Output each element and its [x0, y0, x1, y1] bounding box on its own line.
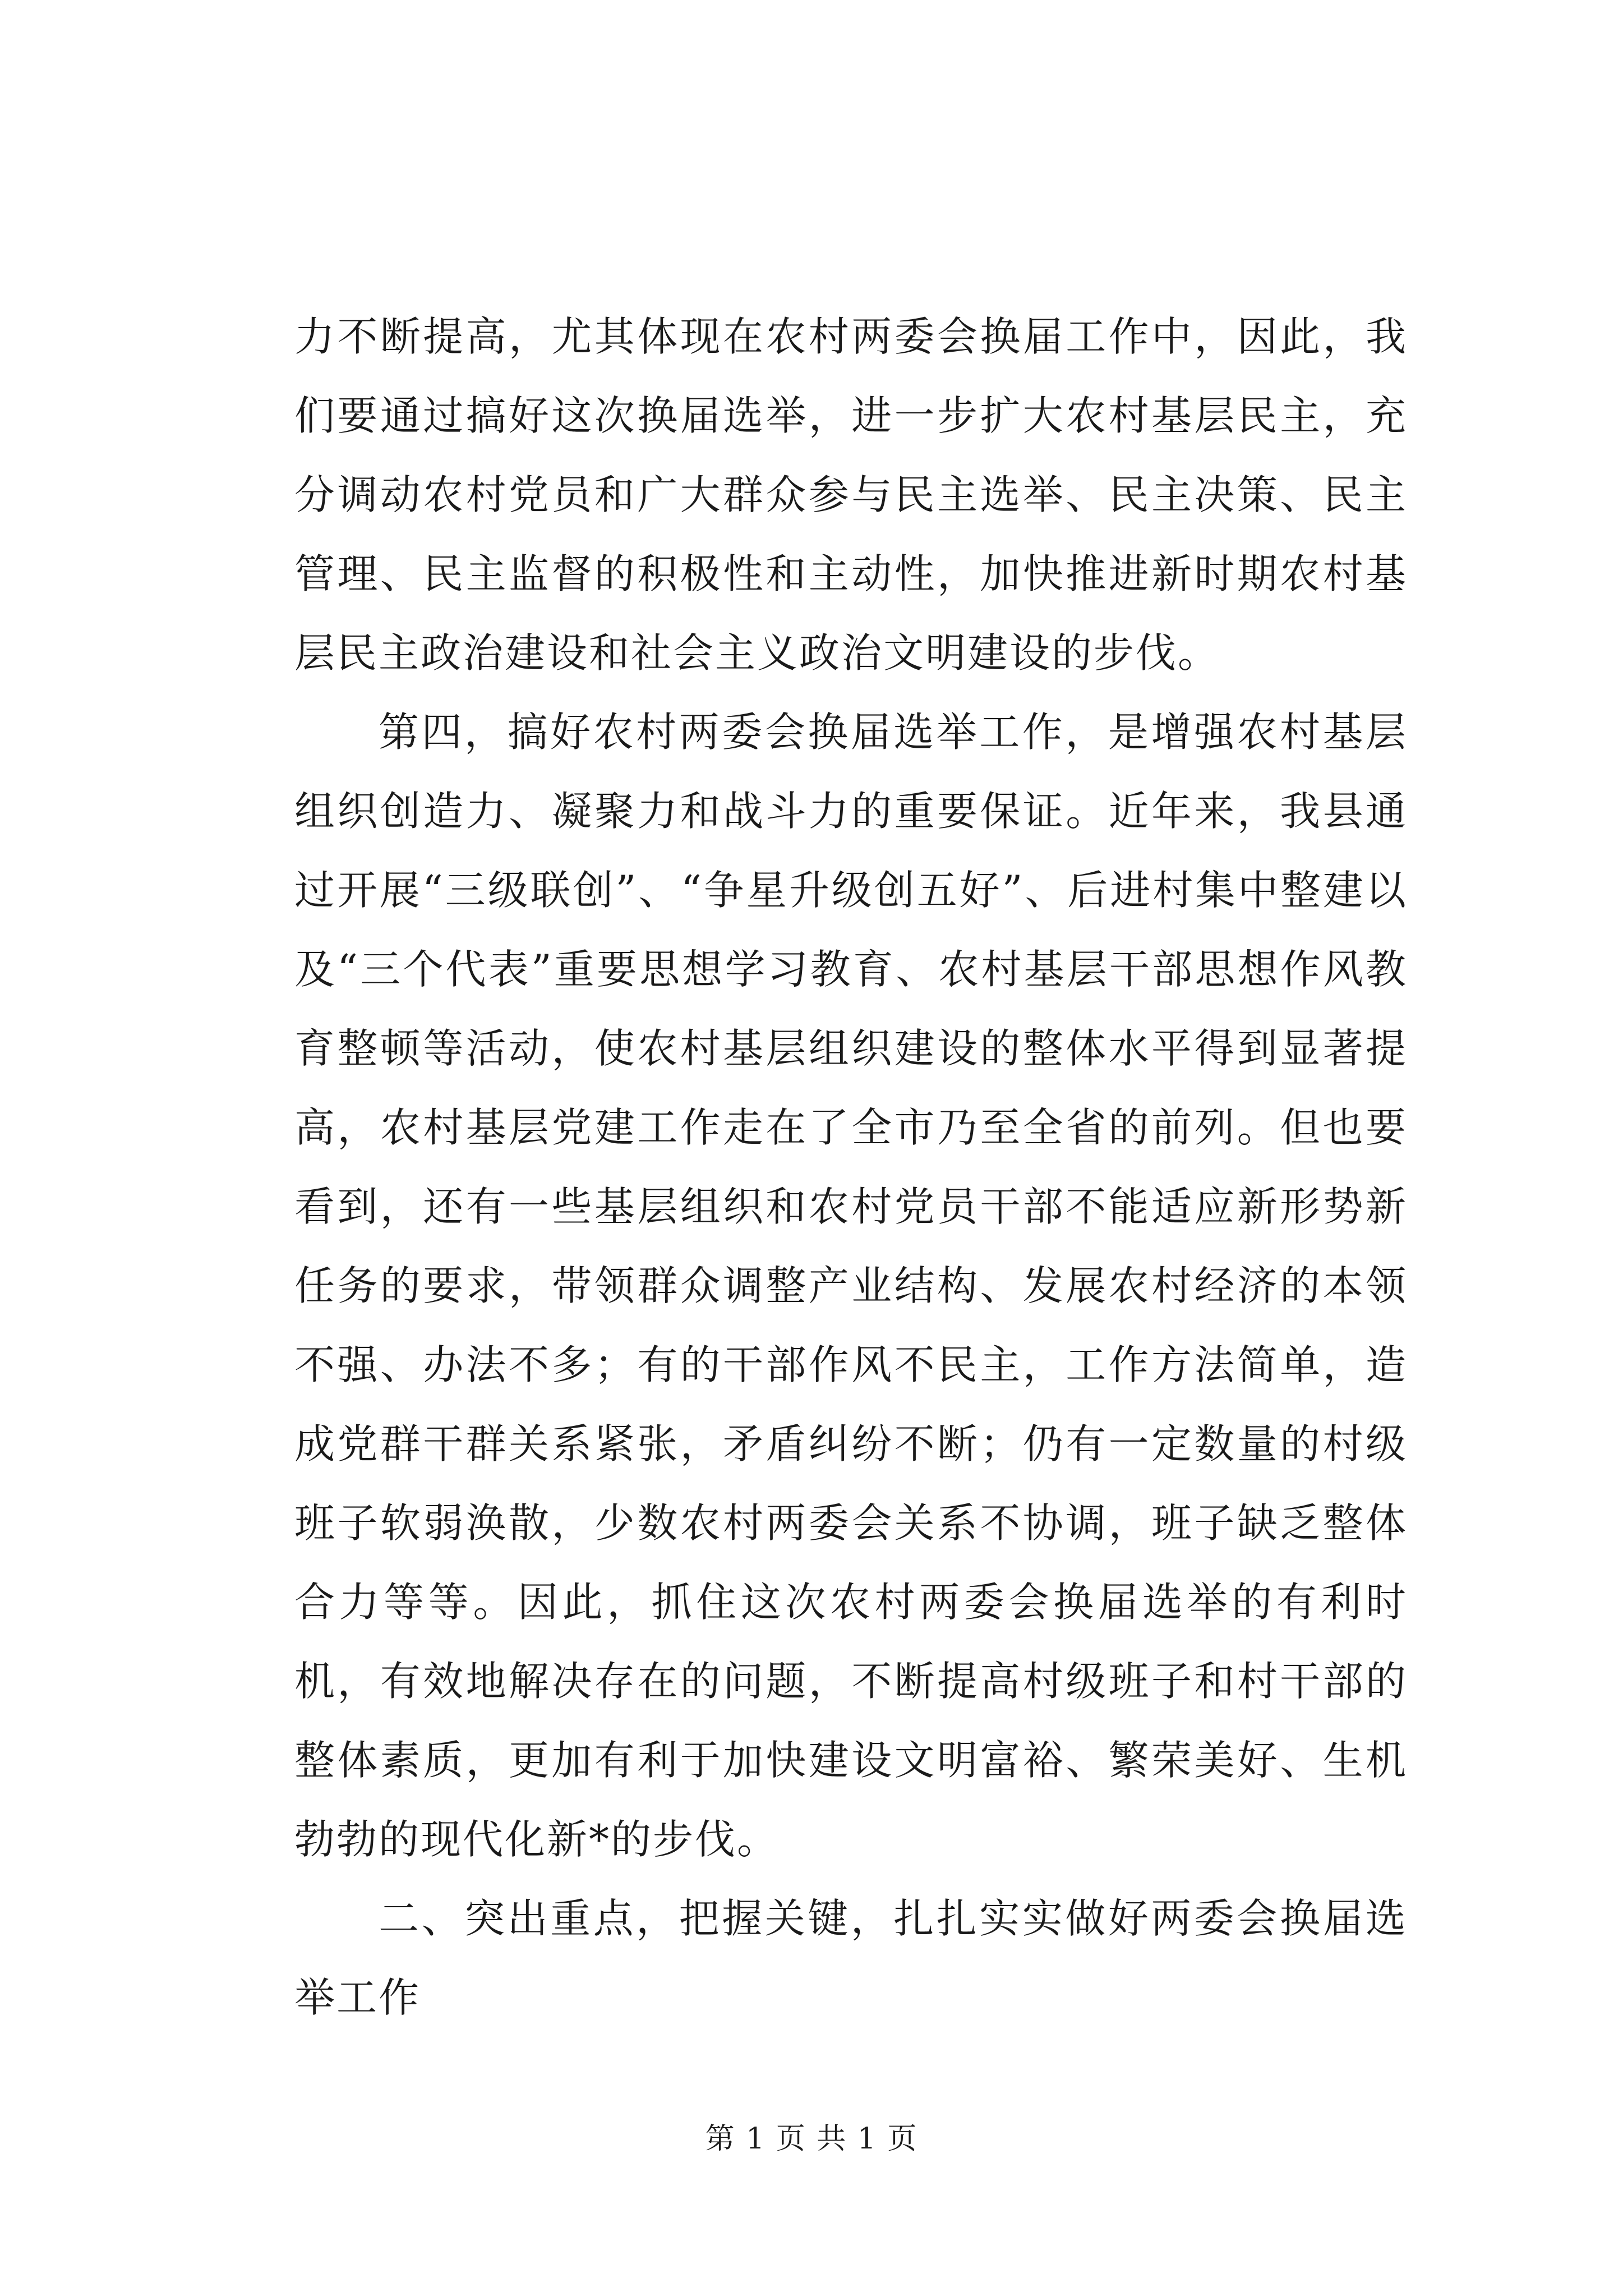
section-heading: 二、突出重点，把握关键，扎扎实实做好两委会换届选举工作	[294, 1895, 1408, 2021]
paragraph-1: 力不断提高，尤其体现在农村两委会换届工作中，因此，我们要通过搞好这次换届选举，进一步扩大农村基层民主，充分调动农村党员和广大群众参与民主选举、民主决策、民主管理、民主监督的积极性和主动性，加快推进新时期农村基层民主政治建设和社会主义政治文明建设的步伐。	[294, 313, 1408, 677]
paragraph-2: 第四，搞好农村两委会换届选举工作，是增强农村基层组织创造力、凝聚力和战斗力的重要保证。近年来，我县通过开展“三级联创”、“争星升级创五好”、后进村集中整建以及“三个代表”重要思想学习教育、农村基层干部思想作风教育整顿等活动，使农村基层组织建设的整体水平得到显著提高，农村基层党建工作走在了全市乃至全省的前列。但也要看到，还有一些基层组织和农村党员干部不能适应新形势新任务的要求，带领群众调整产业结构、发展农村经济的本领不强、办法不多；有的干部作风不民主，工作方法简单，造成党群干群关系紧张，矛盾纠纷不断；仍有一定数量的村级班子软弱涣散，少数农村两委会关系不协调，班子缺乏整体合力等等。因此，抓住这次农村两委会换届选举的有利时机，有效地解决存在的问题，不断提高村级班子和村干部的整体素质，更加有利于加快建设文明富裕、繁荣美好、生机勃勃的现代化新*的步伐。	[294, 708, 1408, 1863]
document-body	[294, 297, 1408, 2037]
page-footer: 第 1 页 共 1 页	[705, 2122, 918, 2156]
